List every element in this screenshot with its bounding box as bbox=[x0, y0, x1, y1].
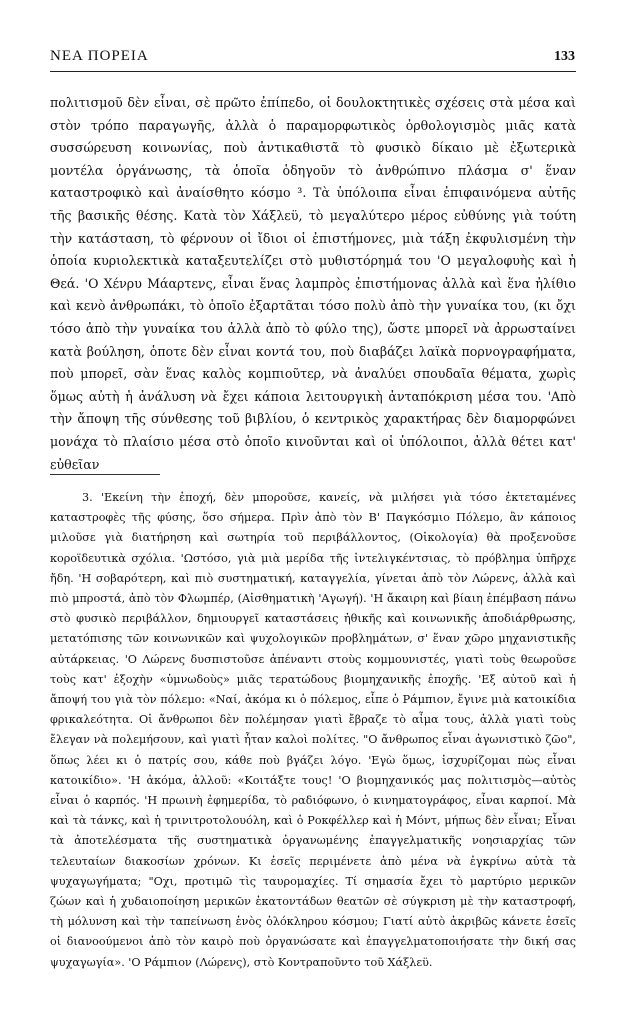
body-paragraph: πολιτισμοῦ δὲν εἶναι, σὲ πρῶτο ἐπίπεδο, οἱ δουλοκτητικὲς σχέσεις στὰ μέσα καὶ στὸν τρόπο παραγωγῆς, ἀλλὰ ὁ παραμορφωτικὸς ὀρθολογισμὸς μιᾶς κατὰ συσσώρευση κοινωνίας, ποὺ ἀντικαθιστᾶ τὸ φυσικὸ δίκαιο μὲ ἐξωτερικὰ μοντέλα ὀργάνωσης, τὰ ὁποῖα ὁδηγοῦν τὸ ἀνθρώπινο πλάσμα σ' ἕναν καταστροφικὸ καὶ ἀναίσθητο κόσμο ³. Τὰ ὑπόλοιπα εἶναι ἐπιφαινόμενα αὐτῆς τῆς βασικῆς θέσης. Κατὰ τὸν Χάξλεϋ, τὸ μεγαλύτερο μέρος εὐθύνης γιὰ τούτη τὴν κατάσταση, τὸ φέρνουν οἱ ἴδιοι οἱ ἐπιστήμονες, μιὰ τάξη ἐκφυλισμένη τὴν ὁποία κυριολεκτικὰ καταξευτελίζει στὸ μυθιστόρημά του 'Ο μεγαλοφυὴς καὶ ἡ Θεά. 'Ο Χένρυ Μάαρτενς, εἶναι ἕνας λαμπρὸς ἐπιστήμονας ἀλλὰ καὶ ἕνα ἠλίθιο καὶ κενὸ ἀνθρωπάκι, τὸ ὁποῖο ἐξαρτᾶται τόσο πολὺ ἀπὸ τὴν γυναίκα του, (κι ὄχι τόσο ἀπὸ τὴν γυναίκα του ἀλλὰ ἀπὸ τὸ φύλο της), ὥστε μπορεῖ νὰ ἀρρωσταίνει κατὰ βούληση, ὁποτε δὲν εἶναι κοντά του, ποὺ διαβάζει λαϊκὰ πορνογραφήματα, ποὺ μπορεῖ, σὰν ἕνας καλὸς κομπιοῦτερ, νὰ ἀναλύει σπουδαῖα θέματα, χωρὶς ὅμως αὐτὴ ἡ ἀνάλυση νὰ ἔχει κάποια λειτουργικὴ ἀνταπόκριση μέσα του. 'Απὸ τὴν ἄποψη τῆς σύνθεσης τοῦ βιβλίου, ὁ κεντρικὸς χαρακτήρας δὲν διαμορφώνει μονάχα τὸ πλαίσιο μέσα στὸ ὁποῖο κινοῦνται καὶ οἱ ὑπόλοιποι, ἀλλὰ θέτει κατ' εὐθεῖαν bbox=[50, 95, 576, 472]
header-rule bbox=[50, 71, 576, 72]
journal-title: ΝΕΑ ΠΟΡΕΙΑ bbox=[50, 48, 149, 64]
running-header bbox=[50, 48, 575, 65]
main-text bbox=[50, 92, 576, 476]
footnote bbox=[50, 488, 576, 973]
footnote-paragraph: 3. 'Εκείνη τὴν ἐποχή, δὲν μποροῦσε, κανείς, νὰ μιλήσει γιὰ τόσο ἐκτεταμένες καταστροφὲς τῆς φύσης, ὅσο σήμερα. Πρὶν ἀπὸ τὸν Β' Παγκόσμιο Πόλεμο, ἂν κάποιος μιλοῦσε γιὰ διατήρηση καὶ σωτηρία τοῦ περιβάλλοντος, (Οἰκολογία) θὰ προξενοῦσε κοροϊδευτικὰ σχόλια. 'Ωστόσο, γιὰ μιὰ μερίδα τῆς ἰντελιγκέντσιας, τὸ πρόβλημα ὑπῆρχε ἤδη. 'Η σοβαρότερη, καὶ πιὸ συστηματική, καταγγελία, γίνεται ἀπὸ τὸν Λώρενς, ἀλλὰ καὶ πιὸ μπροστά, ἀπὸ τὸν Φλωμπέρ, (Αἰσθηματικὴ 'Αγωγή). 'Η ἄκαιρη καὶ βίαιη ἐπέμβαση πάνω στὸ φυσικὸ περιβάλλον, δημιουργεῖ καταστάσεις ἠθικῆς καὶ κοινωνικῆς ἀποδιάρθρωσης, μετατόπισης τῶν κοινωνικῶν καὶ ψυχολογικῶν προβλημάτων, σ' ἕναν χῶρο μηχανιστικῆς αὐτάρκειας. 'Ο Λώρενς δυσπιστοῦσε ἀπέναντι στοὺς κομμουνιστές, γιατὶ τοὺς θεωροῦσε τοὺς κατ' ἐξοχὴν «ὑμνωδοὺς» μιᾶς τερατώδους βιομηχανικῆς ἐποχῆς. 'Εξ αὐτοῦ καὶ ἡ ἄποψή του γιὰ τὸν πόλεμο: «Ναί, ἀκόμα κι ὁ πόλεμος, εἶπε ὁ Ράμπιον, ἔγινε μιὰ κατοικίδια φρικαλεότητα. Οἱ ἄνθρωποι δὲν πολέμησαν γιατὶ ἔβραζε τὸ αἷμα τους, ἀλλὰ γιατὶ τοὺς ἔλεγαν νὰ πολεμήσουν, καὶ γιατὶ ἦταν καλοὶ πολίτες. "Ο ἄνθρωπος εἶναι ἀγωνιστικὸ ζῶο", ὅπως λέει κι ὁ πατρίς σου, κάθε ποὺ βγάζει λόγο. 'Εγὼ ὅμως, ἰσχυρίζομαι πὼς εἶναι κατοικίδιο». 'Η ἀκόμα, ἀλλοῦ: «Κοιτάξτε τους! 'Ο βιομηχανικός μας πολιτισμὸς—αὐτὸς εἶναι ὁ καρπός. 'Η πρωινὴ ἐφημερίδα, τὸ ραδιόφωνο, ὁ κινηματογράφος, εἶναι καρποί. Μὰ καὶ τὰ τάνκς, καὶ ἡ τρινιτροτολουόλη, καὶ ὁ Ροκφέλλερ καὶ ἡ Μόντ, μήπως δὲν εἶναι; Εἶναι τὰ ἀποτελέσματα τῆς συστηματικὰ ὀργανωμένης ἐπαγγελματικῆς νοησιαρχίας τῶν τελευταίων διακοσίων χρόνων. Κι ἐσεῖς περιμένετε ἀπὸ μένα νὰ ἐγκρίνω αὐτὰ τὰ ψυχαγωγήματα; "Οχι, προτιμῶ τὶς ταυρομαχίες. Τί σημασία ἔχει τὸ μαρτύριο μερικῶν ζώων καὶ ἡ χυδαιοποίηση μερικῶν ἑκατοντάδων θεατῶν σὲ σύγκριση μὲ τὴν καταστροφή, τὴ μόλυνση καὶ τὴν ταπείνωση ἑνὸς ὁλόκληρου κόσμου; Γιατί αὐτὸ ἀκριβῶς κάνετε ἐσεῖς οἱ διανοούμενοι ἀπὸ τὸν καιρὸ ποὺ ὀργανώσατε καὶ ἐπαγγελματοποιήσατε τὴν δική σας ψυχαγωγία». 'Ο Ράμπιον (Λώρενς), στὸ Κοντραποῦντο τοῦ Χάξλεϋ. bbox=[50, 491, 576, 969]
footnote-separator bbox=[50, 474, 160, 475]
page-number: 133 bbox=[554, 49, 575, 64]
